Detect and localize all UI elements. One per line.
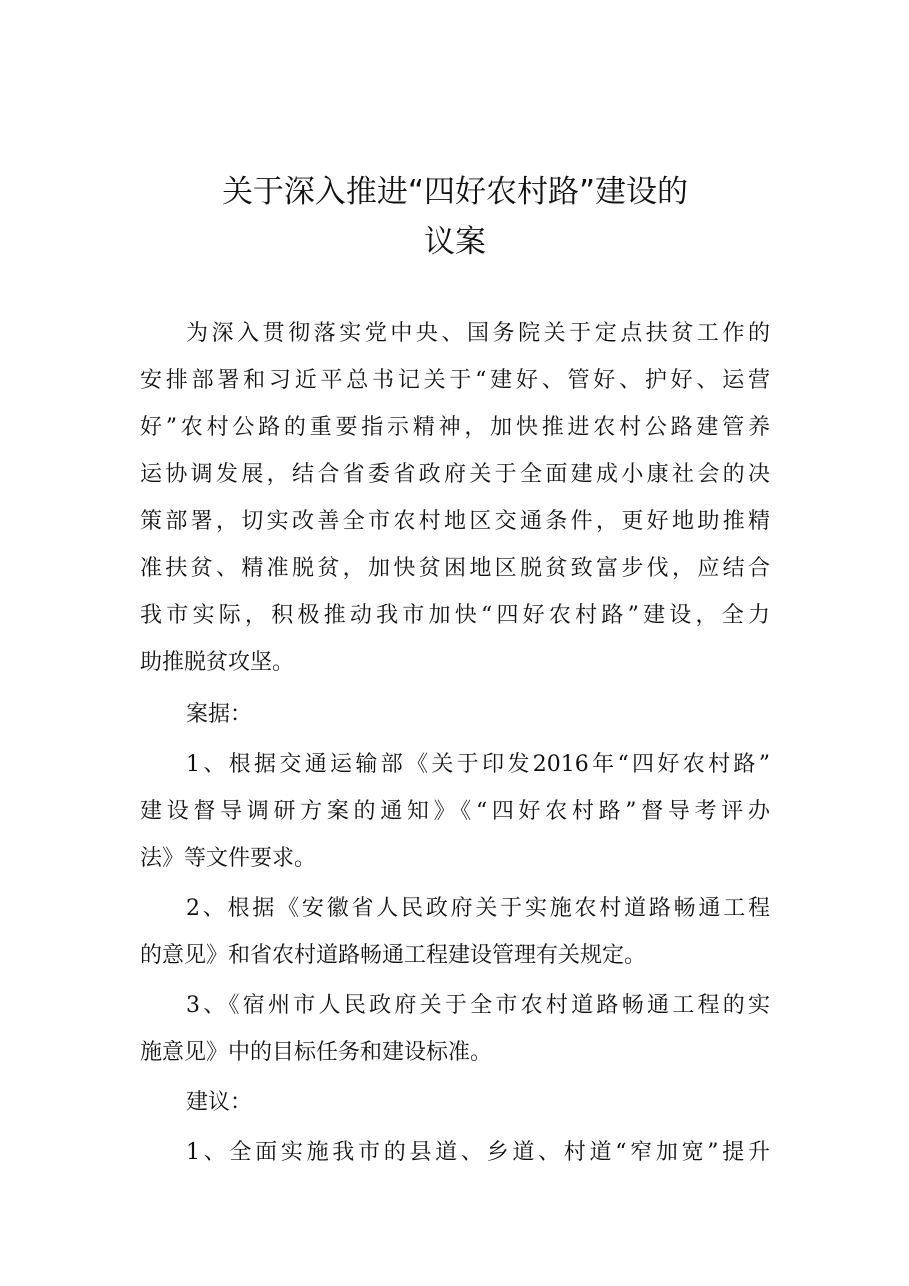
paragraph-intro-line-1: 为深入贯彻落实党中央、国务院关于定点扶贫工作的 [186,321,770,346]
section-heading-basis: 案据： [186,702,253,727]
basis-item-2-line-2: 的意见》和省农村道路畅通工程建设管理有关规定。 [140,943,647,968]
paragraph-intro-line-2: 安排部署和习近平总书记关于“建好、管好、护好、运营 [140,368,770,393]
basis-item-3-line-1: 3、《宿州市人民政府关于全市农村道路畅通工程的实 [186,993,770,1018]
section-heading-suggestions: 建议： [186,1090,253,1115]
basis-item-1-line-3: 法》等文件要求。 [140,846,317,871]
paragraph-intro-line-3: 好”农村公路的重要指示精神，加快推进农村公路建管养 [140,415,770,440]
paragraph-intro-line-6: 准扶贫、精准脱贫，加快贫困地区脱贫致富步伐，应结合 [140,556,770,581]
paragraph-intro-line-8: 助推脱贫攻坚。 [140,650,295,675]
paragraph-intro-line-7: 我市实际，积极推动我市加快“四好农村路”建设，全力 [140,603,770,628]
suggestion-item-1-line-1: 1、全面实施我市的县道、乡道、村道“窄加宽”提升 [186,1140,770,1165]
paragraph-intro-line-4: 运协调发展，结合省委省政府关于全面建成小康社会的决 [140,462,770,487]
basis-item-1-line-1: 1、根据交通运输部《关于印发2016年“四好农村路” [186,752,770,777]
basis-item-3-line-2: 施意见》中的目标任务和建设标准。 [140,1040,493,1065]
document-title-line-2: 议案 [424,224,486,260]
document-title-line-1: 关于深入推进“四好农村路”建设的 [221,174,689,210]
basis-item-2-line-1: 2、根据《安徽省人民政府关于实施农村道路畅通工程 [186,896,770,921]
basis-item-1-line-2: 建设督导调研方案的通知》《“四好农村路”督导考评办 [140,799,770,824]
paragraph-intro-line-5: 策部署，切实改善全市农村地区交通条件，更好地助推精 [140,509,770,534]
